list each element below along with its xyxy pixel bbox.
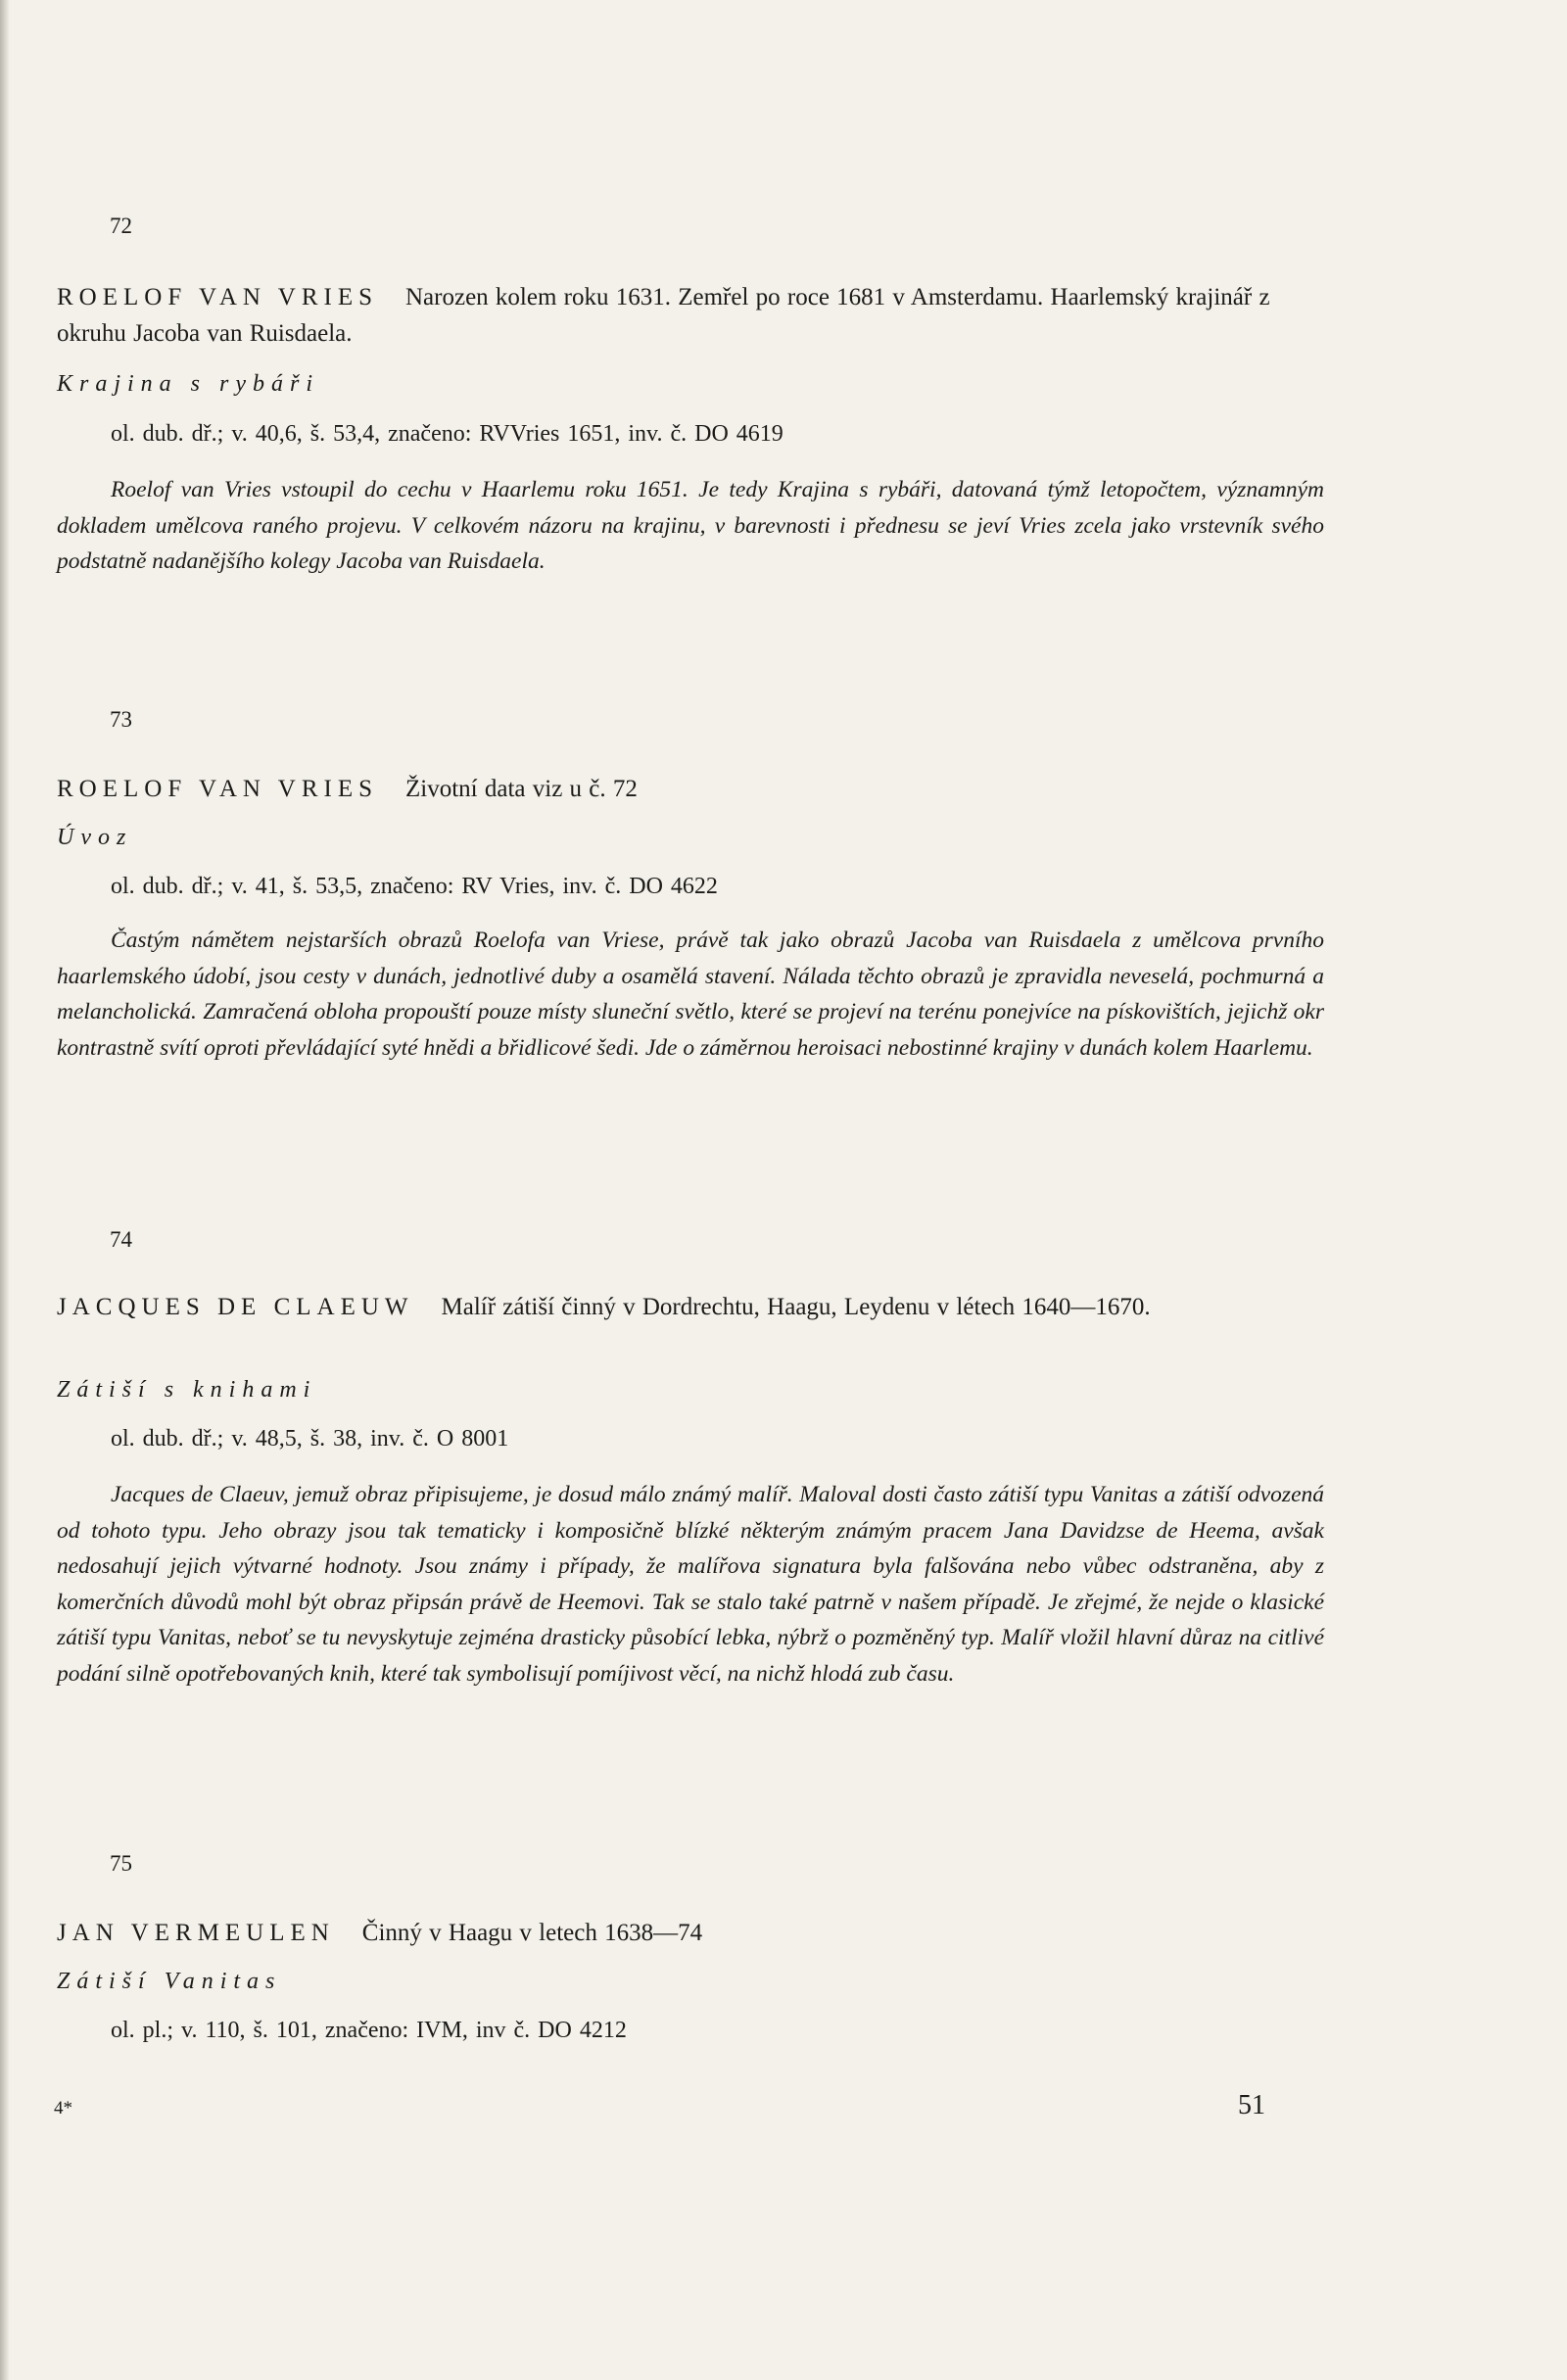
entry-73-bio: Životní data viz u č. 72 <box>405 776 638 802</box>
entry-74-bio: Malíř zátiší činný v Dordrechtu, Haagu, Leydenu v létech 1640—1670. <box>441 1294 1151 1320</box>
signature-mark: 4* <box>54 2098 72 2118</box>
entry-74-number: 74 <box>110 1227 132 1252</box>
entry-74-title: Zátiší s knihami <box>57 1377 317 1403</box>
entry-73-header <box>57 771 1330 807</box>
entry-74-artist: JACQUES DE CLAEUW <box>57 1294 414 1320</box>
entry-75-artist: JAN VERMEULEN <box>57 1920 335 1946</box>
entry-72-artist: ROELOF VAN VRIES <box>57 284 378 310</box>
page-edge-shadow <box>0 0 10 2380</box>
entry-72-bio: Narozen kolem roku 1631. Zemřel po roce 1681 v Amsterdamu. Haarlemský krajinář z okruhu Jacoba van Ruisdaela. <box>57 284 1270 347</box>
entry-74-description: Jacques de Claeuv, jemuž obraz připisujeme, je dosud málo známý malíř. Maloval dosti často zátiší typu Vanitas a zátiší odvozená od tohoto typu. Jeho obrazy jsou tak tematicky i komposičně blízké některým známým pracem Jana Davidzse de Heema, avšak nedosahují jejich výtvarné hodnoty. Jsou známy i případy, že malířova signatura byla falšována nebo vůbec odstraněna, aby z komerčních důvodů mohl být obraz připsán právě de Heemovi. Tak se stalo také patrně v našem případě. Je zřejmé, že nejde o klasické zátiší typu Vanitas, neboť se tu nevyskytuje zejména drasticky působící lebka, nýbrž o pozměněný typ. Malíř vložil hlavní důraz na citlivé podání silně opotřebovaných knih, které tak symbolisují pomíjivost věcí, na nichž hlodá zub času. <box>57 1482 1324 1687</box>
entry-75-header <box>57 1915 1330 1951</box>
entry-73-artist: ROELOF VAN VRIES <box>57 776 378 802</box>
entry-75-bio: Činný v Haagu v letech 1638—74 <box>361 1920 703 1946</box>
entry-73-technical: ol. dub. dř.; v. 41, š. 53,5, značeno: RV Vries, inv. č. DO 4622 <box>111 874 718 899</box>
page-number: 51 <box>1238 2090 1265 2120</box>
entry-75-technical: ol. pl.; v. 110, š. 101, značeno: IVM, inv č. DO 4212 <box>111 2018 627 2043</box>
entry-72-number: 72 <box>110 214 132 238</box>
entry-72-description: Roelof van Vries vstoupil do cechu v Haarlemu roku 1651. Je tedy Krajina s rybáři, datovaná týmž letopočtem, významným dokladem umělcova raného projevu. V celkovém názoru na krajinu, v barevnosti i přednesu se jeví Vries zcela jako vrstevník svého podstatně nadanějšího kolegy Jacoba van Ruisdaela. <box>57 477 1324 574</box>
entry-74-technical: ol. dub. dř.; v. 48,5, š. 38, inv. č. O 8001 <box>111 1426 509 1452</box>
entry-72-title: Krajina s rybáři <box>57 371 320 397</box>
entry-75-title: Zátiší Vanitas <box>57 1969 282 1994</box>
entry-73-description: Častým námětem nejstarších obrazů Roelofa van Vriese, právě tak jako obrazů Jacoba van Ruisdaela z umělcova prvního haarlemského údobí, jsou cesty v dunách, jednotlivé duby a osamělá stavení. Nálada těchto obrazů je zpravidla neveselá, pochmurná a melancholická. Zamračená obloha propouští pouze místy sluneční světlo, které se projeví na terénu ponejvíce na pískovištích, jejichž okr kontrastně svítí oproti převládající syté hnědi a břidlicové šedi. Jde o záměrnou heroisaci nebostinné krajiny v dunách kolem Haarlemu. <box>57 928 1324 1061</box>
entry-73-title: Úvoz <box>57 825 133 850</box>
entry-72-technical: ol. dub. dř.; v. 40,6, š. 53,4, značeno: RVVries 1651, inv. č. DO 4619 <box>111 421 784 447</box>
entry-73-number: 73 <box>110 707 132 732</box>
entry-74-header <box>57 1289 1330 1325</box>
entry-72-header <box>57 279 1330 352</box>
entry-75-number: 75 <box>110 1851 132 1876</box>
